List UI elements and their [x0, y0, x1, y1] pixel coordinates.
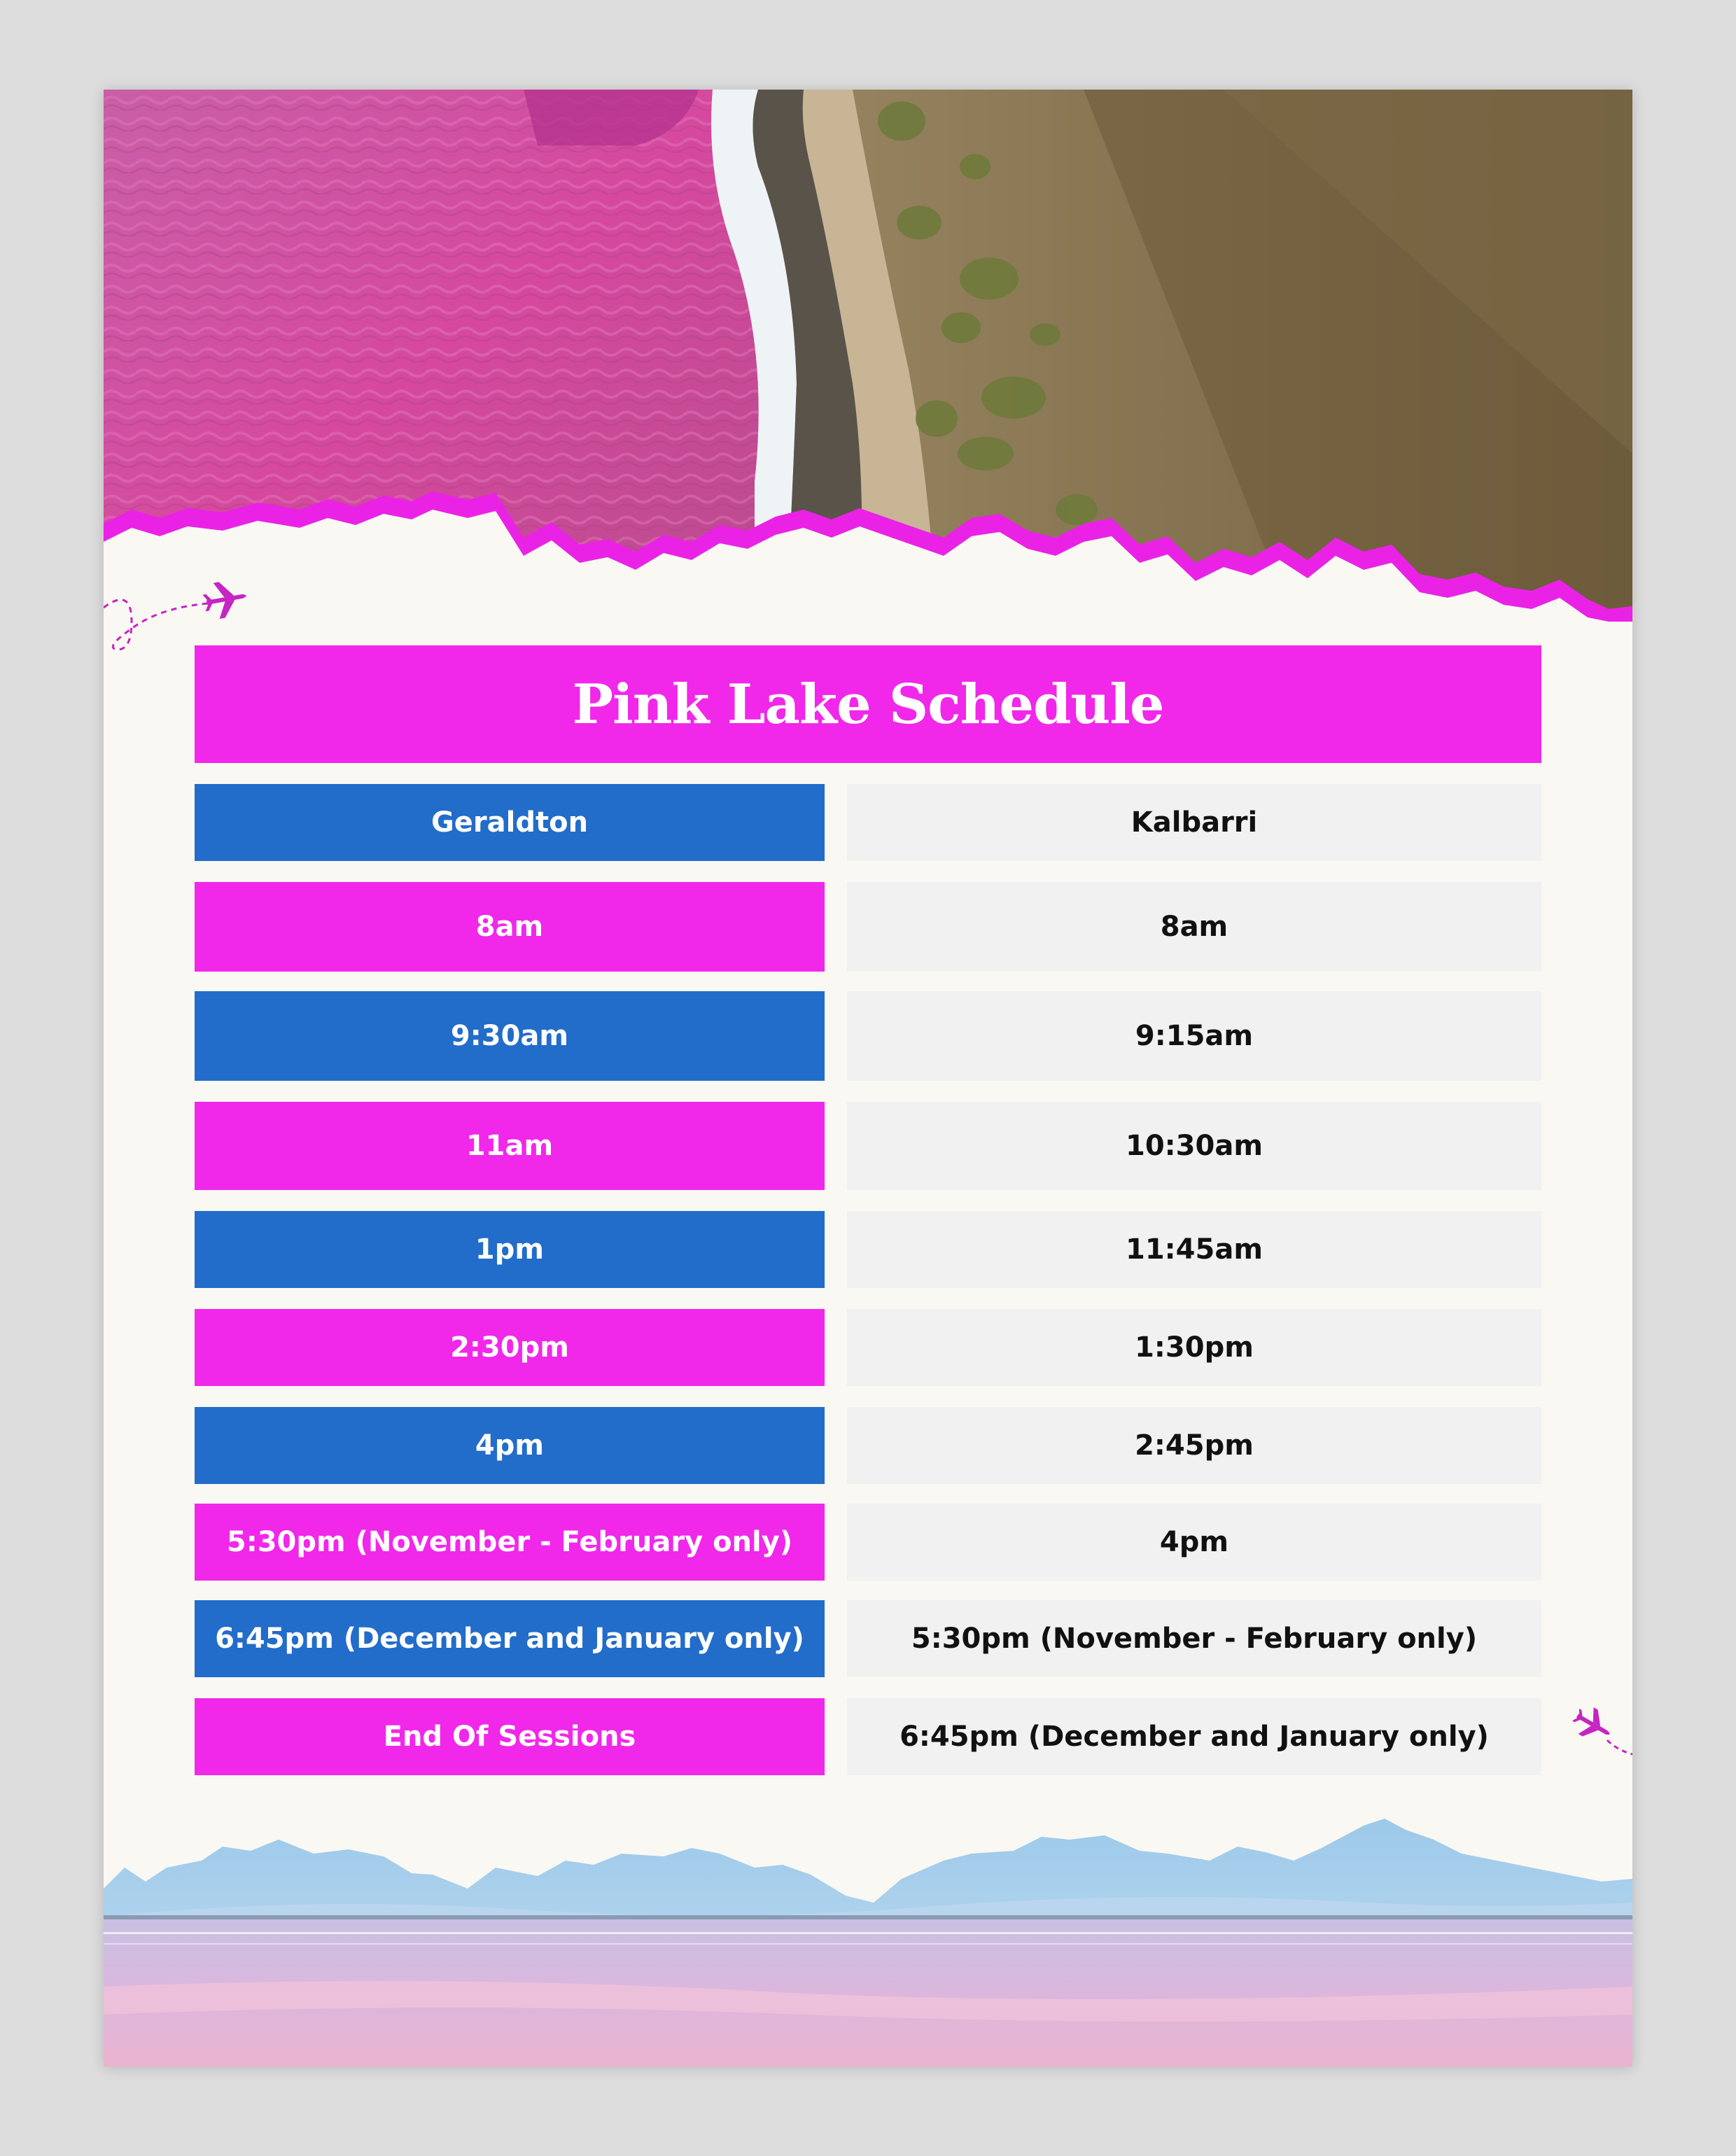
- kalbarri-time: 1:30pm: [847, 1309, 1541, 1386]
- geraldton-time: 9:30am: [195, 991, 825, 1081]
- kalbarri-time: 9:15am: [847, 991, 1541, 1081]
- geraldton-time: 4pm: [195, 1407, 825, 1484]
- geraldton-time: 8am: [195, 882, 825, 972]
- kalbarri-time: 10:30am: [847, 1102, 1541, 1190]
- column-header-geraldton: Geraldton: [195, 784, 825, 861]
- kalbarri-time: 4pm: [847, 1504, 1541, 1581]
- geraldton-time: End Of Sessions: [195, 1698, 825, 1775]
- title-banner: [195, 645, 1541, 763]
- geraldton-time: 1pm: [195, 1211, 825, 1288]
- schedule-page: [104, 90, 1632, 2066]
- kalbarri-time: 8am: [847, 882, 1541, 972]
- geraldton-time: 6:45pm (December and January only): [195, 1600, 825, 1677]
- footer-lake-image: [104, 1812, 1632, 2066]
- hero-lake-image: [104, 90, 1632, 622]
- geraldton-time: 11am: [195, 1102, 825, 1190]
- kalbarri-time: 5:30pm (November - February only): [847, 1600, 1541, 1677]
- kalbarri-time: 11:45am: [847, 1211, 1541, 1288]
- kalbarri-time: 6:45pm (December and January only): [847, 1698, 1541, 1775]
- page-title: Pink Lake Schedule: [572, 672, 1164, 736]
- airplane-icon: [1567, 1700, 1632, 1763]
- geraldton-time: 5:30pm (November - February only): [195, 1504, 825, 1581]
- geraldton-time: 2:30pm: [195, 1309, 825, 1386]
- column-header-kalbarri: Kalbarri: [847, 784, 1541, 861]
- kalbarri-time: 2:45pm: [847, 1407, 1541, 1484]
- airplane-icon: [104, 559, 265, 657]
